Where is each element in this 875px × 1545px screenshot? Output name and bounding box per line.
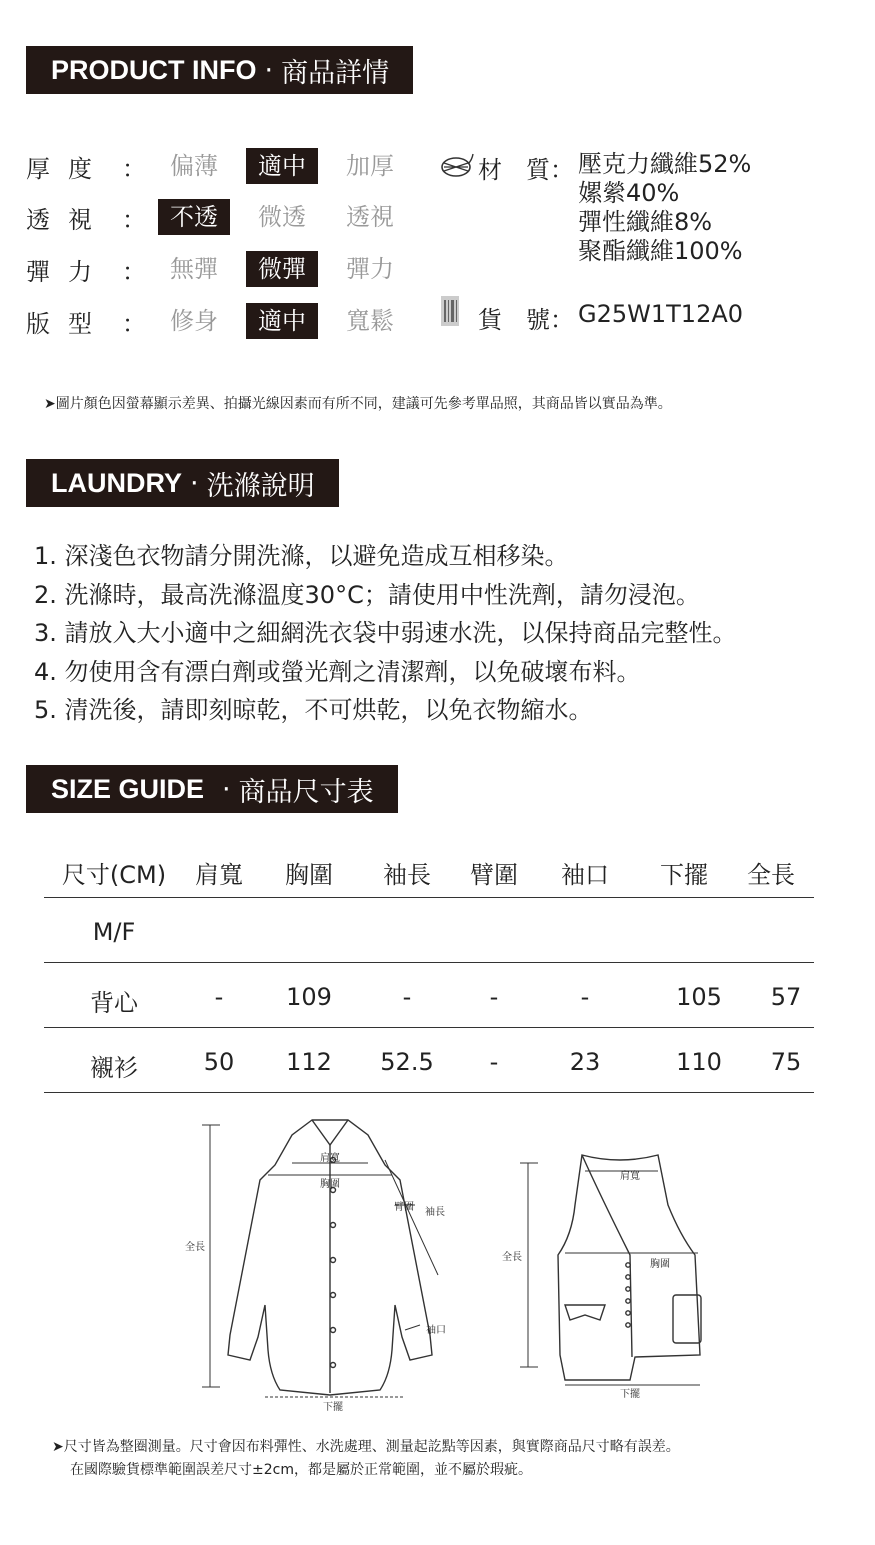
table-cell: - [402,983,412,1011]
attribute-option: 無彈 [170,255,218,283]
barcode-tag-icon [438,294,464,328]
attribute-option: 偏薄 [170,152,218,180]
attribute-option: 寬鬆 [346,307,394,335]
size-note-line-1: ➤尺寸皆為整圈測量。尺寸會因布料彈性、水洗處理、測量起訖點等因素，與實際商品尺寸略有誤差。 [52,1439,680,1455]
attribute-option: 微透 [258,203,306,231]
table-row [44,1028,814,1093]
laundry-header-zh: 洗滌說明 [206,470,315,502]
laundry-item: 3. 請放入大小適中之細網洗衣袋中弱速水洗，以保持商品完整性。 [34,619,737,647]
laundry-item: 4. 勿使用含有漂白劑或螢光劑之清潔劑，以免破壞布料。 [34,657,641,686]
table-cell: - [580,983,590,1011]
table-cell: - [489,1048,499,1076]
size-table-column-header: 全長 [747,861,795,889]
table-cell: 背心 [90,989,138,1017]
table-cell: - [214,983,224,1011]
size-guide-header-en: SIZE GUIDE [51,773,205,804]
laundry-item: 1. 深淺色衣物請分開洗滌，以避免造成互相移染。 [34,542,569,570]
size-guide-header-zh: 商品尺寸表 [238,776,374,808]
attribute-option-selected: 適中 [246,148,318,184]
laundry-item: 5. 清洗後，請即刻晾乾，不可烘乾，以免衣物縮水。 [34,696,593,724]
header-dot: · [222,773,231,805]
diagram-label-arm: 臂圍 [394,1202,414,1213]
table-cell: 52.5 [380,1048,434,1076]
table-cell: M/F [92,918,136,946]
sku-label: 貨 號： [478,306,574,334]
size-table-column-header: 肩寬 [195,861,243,889]
table-cell: 23 [569,1048,601,1076]
attribute-row: 厚度 ： 偏薄 適中 加厚 [26,148,422,184]
attribute-option: 加厚 [346,152,394,180]
table-cell: 112 [286,1048,332,1076]
material-value: 彈性纖維8% [578,208,713,236]
attribute-row: 彈力 ： 無彈 微彈 彈力 [26,251,422,287]
diagram-label-chest: 胸圍 [650,1259,670,1270]
attribute-option-selected: 不透 [158,199,230,235]
laundry-header [26,459,339,507]
size-guide-header [26,765,398,813]
sku-value: G25W1T12A0 [578,300,744,328]
material-value: 壓克力纖維52% [578,150,752,178]
color-note: ➤圖片顏色因螢幕顯示差異、拍攝光線因素而有所不同，建議可先參考單品照，其商品皆以實品為準。 [44,396,672,412]
attribute-option-selected: 適中 [246,303,318,339]
attribute-option-selected: 微彈 [246,251,318,287]
table-cell: 105 [676,983,722,1011]
material-value: 聚酯纖維100% [578,237,743,265]
size-table-column-header: 胸圍 [285,861,333,889]
table-row [44,898,814,963]
diagram-label-length: 全長 [185,1242,205,1253]
product-info-header-en: PRODUCT INFO [51,54,257,85]
size-table-column-header: 袖口 [561,861,609,889]
table-cell: 109 [286,983,332,1011]
table-cell: 襯衫 [90,1054,138,1082]
material-values [578,150,751,266]
attribute-label: 版型 [26,309,110,338]
diagram-label-shoulder: 肩寬 [620,1171,640,1182]
diagram-label-chest: 胸圍 [320,1179,340,1190]
diagram-label-shoulder: 肩寬 [320,1153,340,1164]
table-cell: 50 [203,1048,235,1076]
attribute-row: 透視 ： 不透 微透 透視 [26,199,422,235]
attribute-option: 彈力 [346,255,394,283]
table-cell: - [489,983,499,1011]
table-cell: 75 [770,1048,802,1076]
diagram-label-length: 全長 [502,1252,522,1263]
attribute-option: 透視 [346,203,394,231]
thread-spool-icon [438,152,474,182]
size-note-line-2: 在國際驗貨標準範圍誤差尺寸±2cm，都是屬於正常範圍，並不屬於瑕疵。 [70,1462,532,1478]
size-table-column-header: 尺寸(CM) [61,861,167,889]
diagram-label-sleeve: 袖長 [425,1207,445,1218]
header-dot: · [264,54,274,86]
vest-illustration [558,1155,701,1380]
diagram-label-hem: 下擺 [620,1389,640,1400]
attribute-row: 版型 ： 修身 適中 寬鬆 [26,303,422,339]
size-table-header [44,845,814,898]
size-table-column-header: 袖長 [383,861,431,889]
product-info-header [26,46,413,94]
size-diagram [180,1105,740,1425]
size-table-column-header: 臂圍 [470,861,518,889]
product-info-header-zh: 商品詳情 [281,57,390,89]
laundry-list [34,537,737,730]
table-row [44,963,814,1028]
attribute-label: 透視 [26,205,110,234]
size-table [44,845,814,1093]
attribute-label: 彈力 [26,257,110,286]
material-label: 材 質： [478,156,574,184]
table-cell: 57 [770,983,802,1011]
material-value: 嫘縈40% [578,179,680,207]
size-table-column-header: 下擺 [660,861,708,889]
header-dot: · [190,467,199,499]
attribute-label: 厚度 [26,154,110,183]
laundry-item: 2. 洗滌時，最高洗滌溫度30°C；請使用中性洗劑，請勿浸泡。 [34,580,700,609]
attribute-option: 修身 [170,307,218,335]
laundry-header-en: LAUNDRY [51,467,182,498]
diagram-label-hem: 下擺 [323,1402,343,1413]
table-cell: 110 [676,1048,722,1076]
diagram-label-cuff: 袖口 [426,1325,446,1336]
